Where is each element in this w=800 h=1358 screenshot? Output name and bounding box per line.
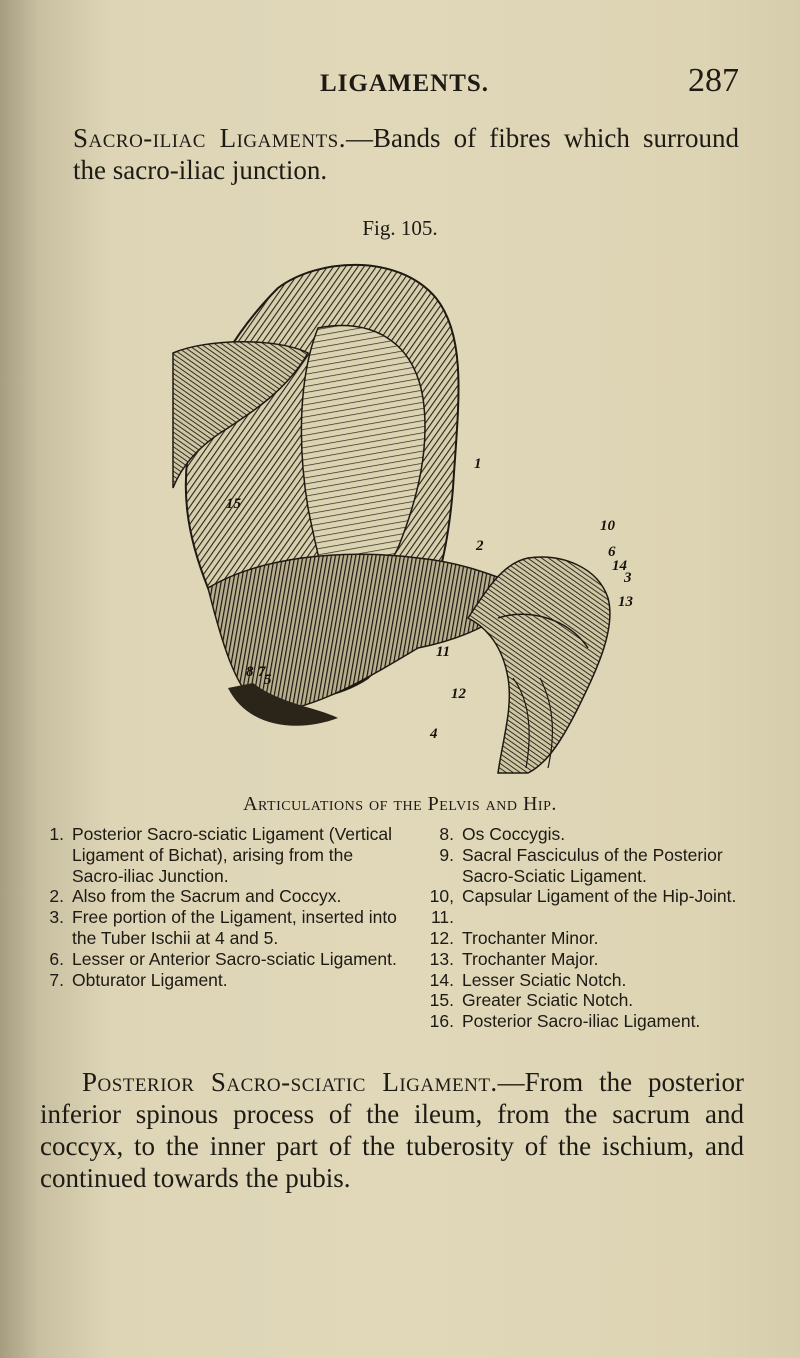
body-text: —From the posterior inferior spinous process of the ileum, from the sacrum and coccyx, to the inner part of the tuberosity of the ischium, and continued towards the pubis. xyxy=(40,1067,744,1193)
legend-entry: 7. Obturator Ligament. xyxy=(49,969,228,990)
legend-entry: 10, 11. Capsular Ligament of the Hip-Joint. xyxy=(429,886,737,928)
legend-entry: 1. Posterior Sacro-sciatic Ligament (Vertical Ligament of Bichat), arising from the Sacro-iliac Junction. xyxy=(49,824,392,886)
body-lead: Posterior Sacro-sciatic Ligament. xyxy=(82,1067,498,1097)
label-1: 1 xyxy=(474,456,482,472)
pelvis-engraving xyxy=(168,258,638,778)
label-6: 6 xyxy=(608,544,616,560)
figure-title: Articulations of the Pelvis and Hip. xyxy=(243,793,557,815)
label-2: 2 xyxy=(476,538,484,554)
running-title: LIGAMENTS. xyxy=(320,70,490,97)
label-11: 11 xyxy=(436,644,451,660)
label-13: 13 xyxy=(618,594,633,610)
legend-entry: 3. Free portion of the Ligament, inserted into the Tuber Ischii at 4 and 5. xyxy=(49,907,397,948)
legend-entry: 13. Trochanter Major. xyxy=(429,948,599,969)
legend-entry: 15. Greater Sciatic Notch. xyxy=(429,990,634,1011)
label-12: 12 xyxy=(451,686,466,702)
intro-lead: Sacro-iliac Ligaments. xyxy=(73,123,346,153)
label-10: 10 xyxy=(600,518,615,534)
page-number: 287 xyxy=(688,62,739,99)
label-15: 15 xyxy=(226,496,241,512)
label-14: 14 xyxy=(612,558,627,574)
legend-entry: 14. Lesser Sciatic Notch. xyxy=(429,969,627,990)
legend-entry: 6. Lesser or Anterior Sacro-sciatic Ligament. xyxy=(49,948,397,969)
label-4: 4 xyxy=(430,726,438,742)
legend-entry: 9. Sacral Fasciculus of the Posterior Sacro-Sciatic Ligament. xyxy=(439,844,723,886)
legend-left-column xyxy=(40,824,408,990)
label-8: 8 xyxy=(246,664,254,680)
legend-entry: 8. Os Coccygis. xyxy=(439,824,566,844)
label-7: 7 xyxy=(258,664,266,680)
intro-paragraph xyxy=(73,122,739,186)
figure-caption: Fig. 105. xyxy=(362,216,438,240)
figure-legend xyxy=(40,824,760,1044)
intro-text: —Bands of fibres which surround the sacro-iliac junction. xyxy=(73,123,739,185)
legend-entry: 2. Also from the Sacrum and Coccyx. xyxy=(49,886,342,907)
legend-entry: 16. Posterior Sacro-iliac Ligament. xyxy=(429,1011,701,1032)
label-3: 3 xyxy=(624,570,632,586)
legend-right-column xyxy=(410,824,760,1032)
pelvis-illustration xyxy=(168,258,638,778)
body-paragraph xyxy=(40,1066,744,1194)
page-header xyxy=(0,62,800,106)
label-5: 5 xyxy=(264,672,272,688)
legend-entry: 12. Trochanter Minor. xyxy=(429,927,599,948)
